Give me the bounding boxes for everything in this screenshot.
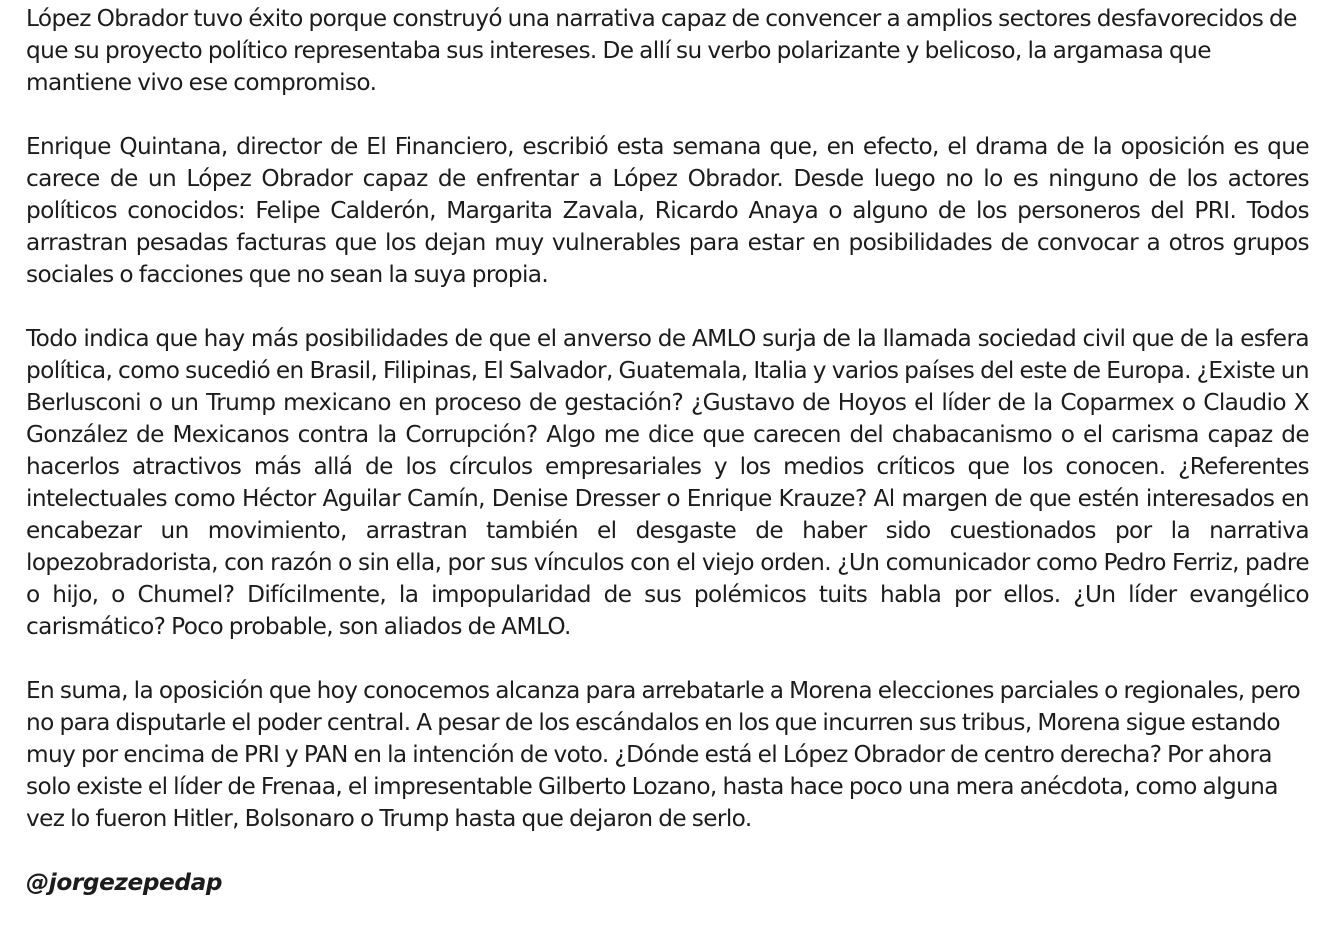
paragraph-1: López Obrador tuvo éxito porque construyó una narrativa capaz de convencer a amplios sectores desfavorecidos de que su proyecto político representaba sus intereses. De allí su verbo polarizante y belicoso, la argamasa que mantiene vivo ese compromiso.: [26, 5, 1297, 96]
paragraph-2: Enrique Quintana, director de El Financiero, escribió esta semana que, en efecto, el drama de la oposición es que carece de un López Obrador capaz de enfrentar a López Obrador. Desde luego no lo es ninguno de los actores políticos conocidos: Felipe Calderón, Margarita Zavala, Ricardo Anaya o alguno de los personeros del PRI. Todos arrastran pesadas facturas que los dejan muy vulnerables para estar en posibilidades de convocar a otros grupos sociales o facciones que no sean la suya propia.: [26, 133, 1309, 288]
article-body: [26, 3, 1309, 931]
paragraph-3: Todo indica que hay más posibilidades de que el anverso de AMLO surja de la llamada sociedad civil que de la esfera política, como sucedió en Brasil, Filipinas, El Salvador, Guatemala, Italia y varios países del este de Europa. ¿Existe un Berlusconi o un Trump mexicano en proceso de gestación? ¿Gustavo de Hoyos el líder de la Coparmex o Claudio X González de Mexicanos contra la Corrupción? Algo me dice que carecen del chabacanismo o el carisma capaz de hacerlos atractivos más allá de los círculos empresariales y los medios críticos que los conocen. ¿Referentes intelectuales como Héctor Aguilar Camín, Denise Dresser o Enrique Krauze? Al margen de que estén interesados en encabezar un movimiento, arrastran también el desgaste de haber sido cuestionados por la narrativa lopezobradorista, con razón o sin ella, por sus vínculos con el viejo orden. ¿Un comunicador como Pedro Ferriz, padre o hijo, o Chumel? Difícilmente, la impopularidad de sus polémicos tuits habla por ellos. ¿Un líder evangélico carismático? Poco probable, son aliados de AMLO.: [26, 325, 1309, 640]
author-handle: @jorgezepedap: [26, 869, 223, 896]
paragraph-4: En suma, la oposición que hoy conocemos alcanza para arrebatarle a Morena elecciones parciales o regionales, pero no para disputarle el poder central. A pesar de los escándalos en los que incurren sus tribus, Morena sigue estando muy por encima de PRI y PAN en la intención de voto. ¿Dónde está el López Obrador de centro derecha? Por ahora solo existe el líder de Frenaa, el impresentable Gilberto Lozano, hasta hace poco una mera anécdota, como alguna vez lo fueron Hitler, Bolsonaro o Trump hasta que dejaron de serlo.: [26, 677, 1301, 832]
